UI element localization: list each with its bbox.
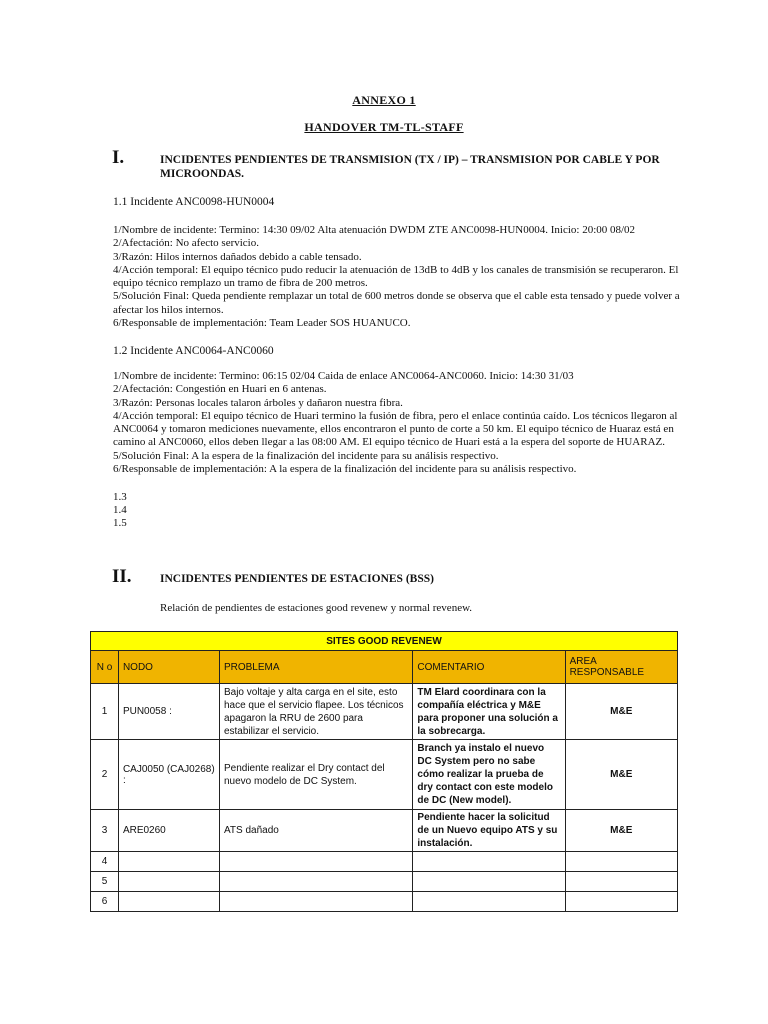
section-2-intro: Relación de pendientes de estaciones good revenew y normal revenew. — [160, 602, 473, 614]
cell-no: 5 — [91, 872, 119, 892]
incident-2-details — [113, 370, 703, 476]
incident-2-line: 2/Afectación: Congestión en Huari en 6 antenas. — [113, 383, 327, 396]
handover-title: HANDOVER TM-TL-STAFF — [304, 120, 464, 134]
cell-no: 3 — [91, 810, 119, 852]
header-problema: PROBLEMA — [219, 651, 412, 684]
cell-problema — [219, 852, 412, 872]
header-area: AREA RESPONSABLE — [565, 651, 677, 684]
empty-items-list — [113, 491, 127, 530]
table-header-row — [91, 651, 678, 684]
cell-area: M&E — [565, 810, 677, 852]
cell-comentario: Branch ya instalo el nuevo DC System pero no sabe cómo realizar la prueba de dry contact con este modelo de DC (New model). — [413, 740, 565, 810]
cell-comentario: Pendiente hacer la solicitud de un Nuevo equipo ATS y su instalación. — [413, 810, 565, 852]
cell-nodo — [118, 872, 219, 892]
cell-comentario — [413, 852, 565, 872]
cell-problema: Pendiente realizar el Dry contact del nuevo modelo de DC System. — [219, 740, 412, 810]
section-2-number: II. — [112, 566, 132, 587]
incident-2-line: 3/Razón: Personas locales talaron árboles y dañaron nuestra fibra. — [113, 396, 403, 409]
incident-1-line: 3/Razón: Hilos internos dañados debido a cable tensado. — [113, 250, 362, 263]
cell-no: 2 — [91, 740, 119, 810]
header-nodo: NODO — [118, 651, 219, 684]
table-row — [91, 740, 678, 810]
table-title: SITES GOOD REVENEW — [91, 632, 678, 651]
section-2-title: INCIDENTES PENDIENTES DE ESTACIONES (BSS) — [160, 573, 434, 585]
cell-comentario — [413, 892, 565, 912]
cell-no: 1 — [91, 684, 119, 740]
cell-problema: Bajo voltaje y alta carga en el site, esto hace que el servicio flapee. Los técnicos apagaron la RRU de 2600 para estabilizar el servicio. — [219, 684, 412, 740]
cell-problema: ATS dañado — [219, 810, 412, 852]
cell-area — [565, 852, 677, 872]
table-row — [91, 872, 678, 892]
cell-nodo — [118, 892, 219, 912]
cell-no: 4 — [91, 852, 119, 872]
incident-2-line: 4/Acción temporal: El equipo técnico de Huari termino la fusión de fibra, pero el enlace continúa caído. Los técnicos llegaron al ANC0064 y tomaron mediciones nuevamente, ellos encontraron el punto de corte a 50 km. El equipo técnico de Huaraz está en camino al ANC0060, ellos deben llegar a las 08:00 AM. El equipo técnico de Huari está a la espera del soporte de HUARAZ. — [113, 409, 678, 449]
cell-no: 6 — [91, 892, 119, 912]
incident-1-line: 2/Afectación: No afecto servicio. — [113, 237, 259, 250]
cell-nodo: ARE0260 — [118, 810, 219, 852]
cell-problema — [219, 892, 412, 912]
incident-1-line: 6/Responsable de implementación: Team Leader SOS HUANUCO. — [113, 317, 411, 330]
cell-area — [565, 892, 677, 912]
section-1-number: I. — [112, 147, 125, 168]
cell-comentario: TM Elard coordinara con la compañía eléctrica y M&E para proponer una solución a la sobrecarga. — [413, 684, 565, 740]
table-title-row — [91, 632, 678, 651]
table-row — [91, 892, 678, 912]
table-row — [91, 684, 678, 740]
incident-1-line: 4/Acción temporal: El equipo técnico pudo reducir la atenuación de 13dB to 4dB y los canales de transmisión se recuperaron. El equipo técnico remplazo un tramo de fibra de 200 metros. — [113, 263, 679, 290]
incident-2-line: 5/Solución Final: A la espera de la finalización del incidente para su análisis respectivo. — [113, 449, 499, 462]
incident-1-line: 1/Nombre de incidente: Termino: 14:30 09/02 Alta atenuación DWDM ZTE ANC0098-HUN0004. Inicio: 20:00 08/02 — [113, 224, 636, 236]
incident-2-line: 1/Nombre de incidente: Termino: 06:15 02/04 Caida de enlace ANC0064-ANC0060. Inicio: 14:30 31/03 — [113, 370, 574, 382]
table-row — [91, 852, 678, 872]
incident-2-heading: 1.2 Incidente ANC0064-ANC0060 — [113, 345, 274, 357]
cell-nodo — [118, 852, 219, 872]
cell-problema — [219, 872, 412, 892]
header-comentario: COMENTARIO — [413, 651, 565, 684]
cell-area — [565, 872, 677, 892]
incident-1-line: 5/Solución Final: Queda pendiente remplazar un total de 600 metros donde se observa que el cable esta tensado y puede volver a afectar los hilos internos. — [113, 290, 680, 316]
header-no: N o — [91, 651, 119, 684]
list-item: 1.3 — [113, 491, 127, 503]
section-1-title: INCIDENTES PENDIENTES DE TRANSMISION (TX / IP) – TRANSMISION POR CABLE Y POR MICROONDAS. — [160, 154, 660, 180]
cell-area: M&E — [565, 684, 677, 740]
cell-nodo: CAJ0050 (CAJ0268) : — [118, 740, 219, 810]
list-item: 1.4 — [113, 504, 127, 516]
table-row — [91, 810, 678, 852]
cell-comentario — [413, 872, 565, 892]
cell-area: M&E — [565, 740, 677, 810]
incident-2-line: 6/Responsable de implementación: A la espera de la finalización del incidente para su análisis respectivo. — [113, 463, 577, 476]
list-item: 1.5 — [113, 517, 127, 529]
annex-title: ANNEXO 1 — [352, 93, 416, 107]
cell-nodo: PUN0058 : — [118, 684, 219, 740]
incident-1-details — [113, 224, 703, 330]
incident-1-heading: 1.1 Incidente ANC0098-HUN0004 — [113, 196, 275, 208]
sites-table — [90, 631, 678, 912]
